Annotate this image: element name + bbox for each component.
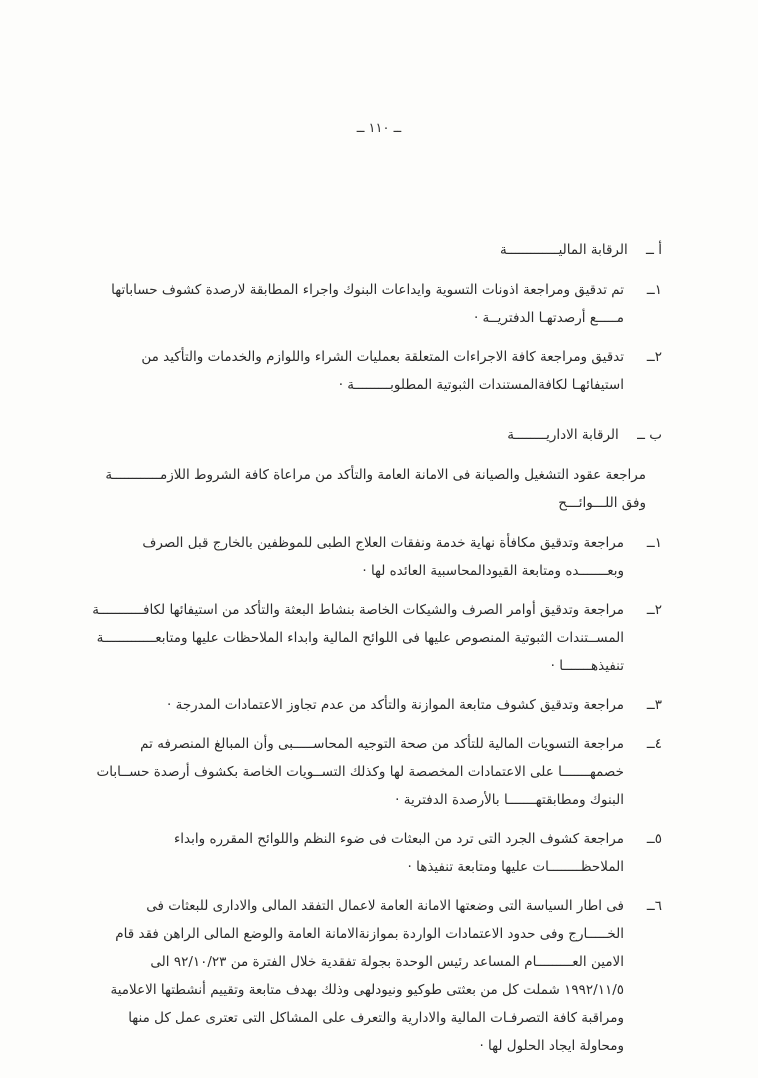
document-content bbox=[92, 236, 662, 1071]
item-text: تم تدقيق ومراجعة اذونات التسوية وايداعات البنوك واجراء المطابقة لارصدة كشوف حساباتها مـــــع أرصدتهـا الدفتريــة · bbox=[111, 282, 624, 326]
list-item bbox=[92, 730, 662, 814]
item-text: فى اطار السياسة التى وضعتها الامانة العامة لاعمال التفقد المالى والادارى للبعثات فى الخـــــارج وفى حدود الاعتمادات الواردة بموازنةالامانة العامة والوضع المالى الراهن فقد قام الامين العـــــــــام المساعد رئيس الوحدة بجولة تفقدية خلال الفترة من ٩٢/١٠/٢٣ الى ١٩٩٢/١١/٥ شملت كل من بعثتى طوكيو ونيودلهى وذلك بهدف متابعة وتقييم أنشطتها الاعلامية ومراقبة كافة التصرفـات المالية والادارية والتعرف على المشاكل التى تعترى عمل كل منها ومحاولة ايجاد الحلول لها · bbox=[110, 898, 624, 1054]
item-number: ٦ــ bbox=[646, 898, 662, 914]
item-number: ١ــ bbox=[646, 282, 662, 298]
section-b-intro: مراجعة عقود التشغيل والصيانة فى الامانة العامة والتأكد من مراعاة كافة الشروط اللازمــــــــــــة وفق اللـــوائـــح bbox=[105, 467, 646, 511]
list-item bbox=[92, 825, 662, 881]
list-item bbox=[92, 529, 662, 585]
list-item bbox=[92, 343, 662, 399]
section-b-header bbox=[92, 421, 662, 449]
item-number: ٢ــ bbox=[646, 349, 662, 365]
section-a-label: أ ــ bbox=[646, 242, 662, 258]
item-text: مراجعة كشوف الجرد التى ترد من البعثات فى ضوء النظم واللوائح المقرره وابداء الملاحظــــــــات عليها ومتابعة تنفيذها · bbox=[173, 831, 624, 875]
page-number: ــ ١١٠ ــ bbox=[356, 121, 402, 136]
item-number: ٥ــ bbox=[646, 831, 662, 847]
list-item bbox=[92, 892, 662, 1060]
list-item bbox=[92, 596, 662, 680]
list-item bbox=[92, 276, 662, 332]
item-text: مراجعة التسويات المالية للتأكد من صحة التوجيه المحاســـــبى وأن المبالغ المنصرفه تم خصمهـــــــا على الاعتمادات المخصصة لها وكذلك التســويات الخاصة بكشوف أرصدة حســابات البنوك ومطابقتهـــــــا بالأرصدة الدفترية · bbox=[96, 736, 624, 808]
section-a-title: الرقابة الماليـــــــــــــة bbox=[499, 242, 628, 258]
list-item bbox=[92, 691, 662, 719]
item-number: ٤ــ bbox=[646, 736, 662, 752]
section-a-header bbox=[92, 236, 662, 264]
section-administrative-control bbox=[92, 421, 662, 1060]
item-text: مراجعة وتدقيق مكافأة نهاية خدمة ونفقات العلاج الطبى للموظفين بالخارج قبل الصرف وبعـــــــده ومتابعة القيودالمحاسبية العائده لها · bbox=[142, 535, 624, 579]
section-b-title: الرقابة الاداريــــــــة bbox=[507, 427, 619, 443]
item-number: ٢ــ bbox=[646, 602, 662, 618]
item-number: ٣ــ bbox=[646, 697, 662, 713]
item-text: مراجعة وتدقيق كشوف متابعة الموازنة والتأكد من عدم تجاوز الاعتمادات المدرجة · bbox=[167, 697, 624, 713]
section-b-label: ب ــ bbox=[637, 427, 662, 443]
item-text: تدقيق ومراجعة كافة الاجراءات المتعلقة بعمليات الشراء واللوازم والخدمات والتأكيد من استيفائهـا لكافةالمستندات الثبوتية المطلوبـــــــــة · bbox=[141, 349, 624, 393]
item-text: مراجعة وتدقيق أوامر الصرف والشيكات الخاصة بنشاط البعثة والتأكد من استيفائها لكافـــــــــــة المســتندات الثبوتية المنصوص عليها فى اللوائح المالية وابداء الملاحظات عليها ومتابعـــــــــــــة تنفيذهـــــــا · bbox=[92, 602, 624, 674]
item-number: ١ــ bbox=[646, 535, 662, 551]
section-financial-control bbox=[92, 236, 662, 399]
